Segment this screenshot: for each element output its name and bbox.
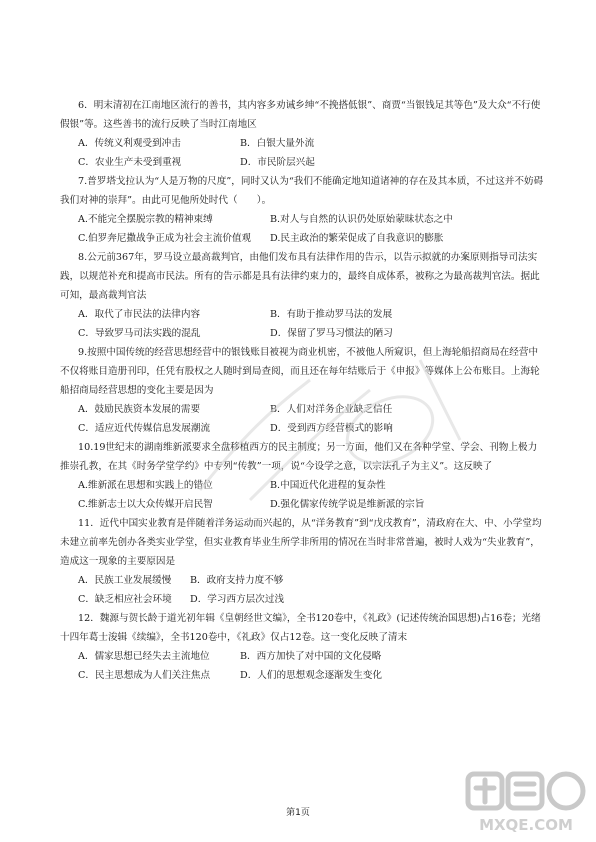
option-b: B．西方加快了对中国的文化侵略 — [240, 651, 382, 662]
question-11 — [60, 514, 544, 609]
question-stem: 8.公元前367年，罗马设立最高裁判官，由他们发布具有法律作用的告示，以告示拟就的办案原则指导司法实践，以规范补充和提高市民法。所有的告示都是具有法律约束力的，最终自成体系，被称之为最高裁判官法。据此可知，最高裁判官法 — [60, 252, 540, 301]
options-row — [60, 419, 544, 438]
page-number: 第1页 — [286, 808, 310, 818]
option-d: D．人们的思想观念逐渐发生变化 — [240, 670, 383, 681]
question-9 — [60, 343, 544, 438]
options-row — [60, 495, 544, 514]
question-10 — [60, 438, 544, 514]
options-row — [60, 324, 544, 343]
options-row — [60, 400, 544, 419]
option-d: D.民主政治的繁荣促成了自我意识的膨胀 — [270, 233, 444, 244]
option-a: A.不能完全摆脱宗教的精神束缚 — [78, 214, 213, 225]
option-c: C.维新志士以大众传媒开启民智 — [78, 499, 213, 510]
option-d: D．保留了罗马习惯法的陋习 — [270, 328, 393, 339]
question-stem: 6．明末清初在江南地区流行的善书，其内容多劝诫乡绅“不挽搭低银”、商贾“当银钱足其等色”及大众“不行使假银”等。这些善书的流行反映了当时江南地区 — [60, 100, 541, 130]
option-c: C．适应近代传媒信息发展潮流 — [78, 423, 211, 434]
option-c: C．缺乏相应社会环境 — [78, 594, 172, 605]
option-b: B.对人与自然的认识仍处原始蒙昧状态之中 — [270, 214, 453, 225]
option-c: C.伯罗奔尼撒战争正成为社会主流价值观 — [78, 233, 252, 244]
option-b: B.中国近代化进程的复杂性 — [270, 480, 386, 491]
options-row — [60, 647, 544, 666]
option-c: C．导致罗马司法实践的混乱 — [78, 328, 201, 339]
question-stem: 7.普罗塔戈拉认为“人是万物的尺度”，同时又认为“我们不能确定地知道诸神的存在及其本质，不过这并不妨碍我们对神的崇拜”。由此可见他所处时代（ ）。 — [60, 176, 544, 206]
option-b: B．有助于推动罗马法的发展 — [270, 309, 393, 320]
options-row — [60, 229, 544, 248]
option-a: A．儒家思想已经失去主流地位 — [78, 651, 210, 662]
question-stem: 10.19世纪末的湖南维新派要求全盘移植西方的民主制度；另一方面，他们又在各种学堂、学会、刊物上极力推崇孔教，在其《时务学堂学约》中专列“传教”一项，说“今设学之意，以宗法孔子为主义”。这反映了 — [60, 442, 538, 472]
option-b: B．白银大量外流 — [240, 138, 315, 149]
question-7 — [60, 172, 544, 248]
option-c: C．民主思想成为人们关注焦点 — [78, 670, 211, 681]
options-row — [60, 305, 544, 324]
question-stem: 12．魏源与贺长龄于道光初年辑《皇朝经世文编》，全书120卷中，《礼政》(记述传统治国思想)占16卷；光绪十四年葛士浚辑《续编》，全书120卷中，《礼政》仅占12卷。这一变化反映了清末 — [60, 613, 541, 643]
options-row — [60, 476, 544, 495]
option-d: D．受到西方经营模式的影响 — [270, 423, 393, 434]
options-row — [60, 571, 544, 590]
options-row — [60, 666, 544, 685]
option-a: A.维新派在思想和实践上的错位 — [78, 480, 213, 491]
option-d: D．学习西方层次过浅 — [190, 594, 285, 605]
options-row — [60, 590, 544, 609]
options-row — [60, 134, 544, 153]
question-12 — [60, 609, 544, 685]
option-b: B．人们对洋务企业缺乏信任 — [270, 404, 393, 415]
option-d: D．市民阶层兴起 — [240, 157, 315, 168]
option-a: A．传统义利观受到冲击 — [78, 138, 181, 149]
option-b: B．政府支持力度不够 — [190, 575, 284, 586]
options-row — [60, 210, 544, 229]
watermark-text: MXQE.COM — [479, 816, 573, 834]
option-a: A．鼓励民族资本发展的需要 — [78, 404, 201, 415]
question-stem: 9.按照中国传统的经营思想经营中的银钱账目被视为商业机密，不被他人所窥识，但上海轮船招商局在经营中不仅将账目造册刊印，任凭有股权之人随时到局查阅，而且还在每年结账后于《申报》等媒体上公布账目。上海轮船招商局经营思想的变化主要是因为 — [60, 347, 540, 396]
option-d: D.强化儒家传统学说是维新派的宗旨 — [270, 499, 425, 510]
question-stem: 11．近代中国实业教育是伴随着洋务运动而兴起的，从“洋务教育”到“戊戌教育”，清政府在大、中、小学堂均未建立前率先创办各类实业学堂，但实业教育毕业生所学非所用的情况在当时非常普遍，被时人戏为“失业教育”，造成这一现象的主要原因是 — [60, 518, 542, 567]
watermark-logo — [462, 768, 590, 836]
question-6 — [60, 96, 544, 172]
option-c: C．农业生产未受到重视 — [78, 157, 182, 168]
option-a: A．取代了市民法的法律内容 — [78, 309, 201, 320]
option-a: A．民族工业发展缓慢 — [78, 575, 172, 586]
question-8 — [60, 248, 544, 343]
options-row — [60, 153, 544, 172]
